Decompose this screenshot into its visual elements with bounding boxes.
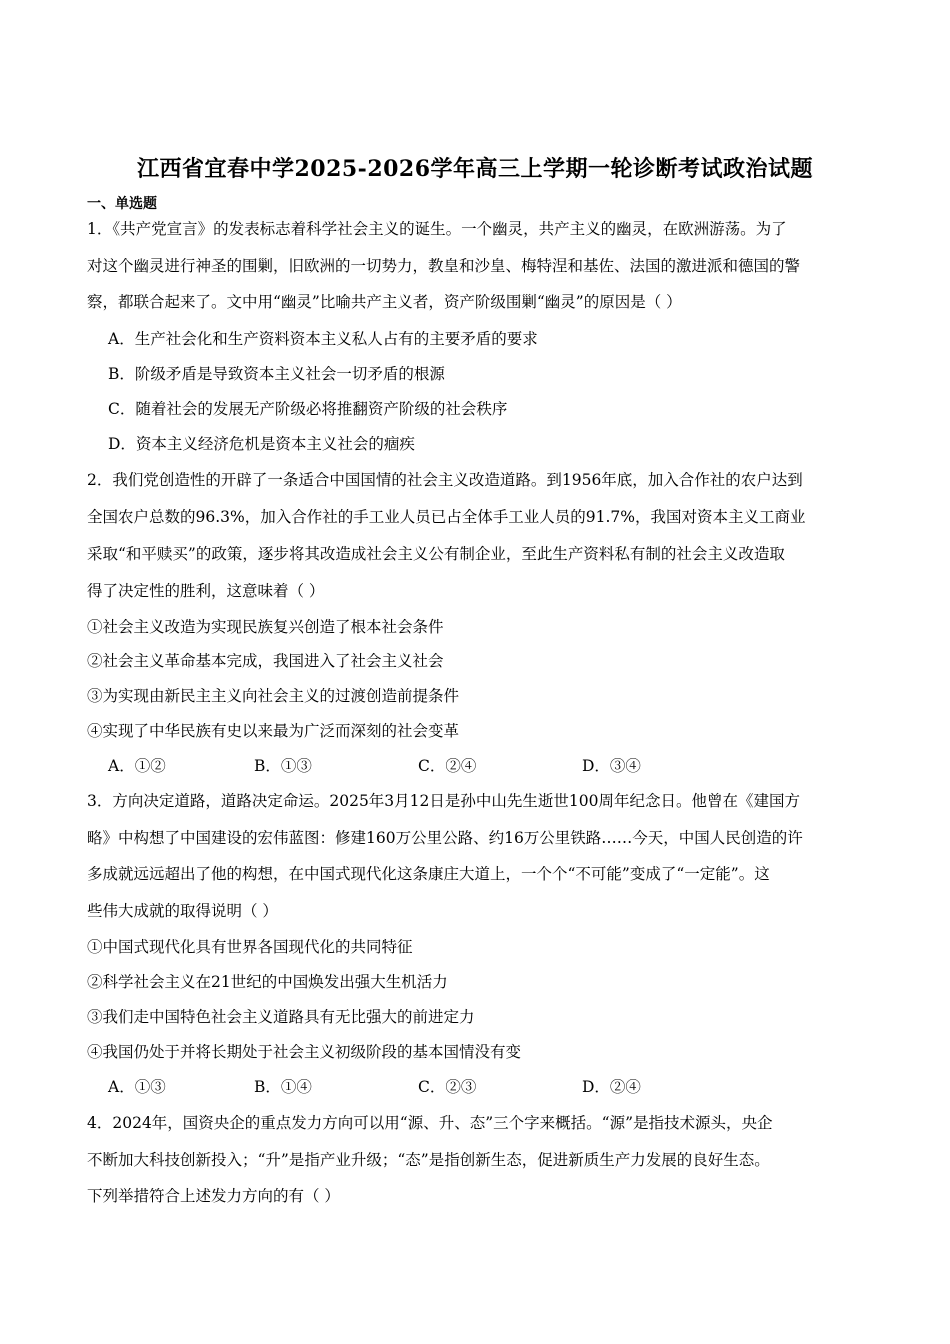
q1-stem-line-3: 察，都联合起来了。文中用“幽灵”比喻共产主义者，资产阶级围剿“幽灵”的原因是（ ） [87,293,682,311]
q2-choice-d: D．③④ [582,757,641,775]
q3-item-4: ④我国仍处于并将长期处于社会主义初级阶段的基本国情没有变 [87,1043,522,1061]
q1-option-c: C．随着社会的发展无产阶级必将推翻资产阶级的社会秩序 [108,400,508,418]
q3-stem-line-2: 略》中构想了中国建设的宏伟蓝图：修建160万公里公路、约16万公里铁路……今天，中国人民创造的许 [87,829,803,847]
q3-item-2: ②科学社会主义在21世纪的中国焕发出强大生机活力 [87,973,448,991]
q2-item-4: ④实现了中华民族有史以来最为广泛而深刻的社会变革 [87,722,460,740]
q3-choice-d: D．②④ [582,1078,641,1096]
q1-option-a: A．生产社会化和生产资料资本主义私人占有的主要矛盾的要求 [108,330,538,348]
q2-stem-line-4: 得了决定性的胜利，这意味着（ ） [87,582,325,600]
q2-choice-c: C．②④ [418,757,477,775]
q3-stem-line-3: 多成就远远超出了他的构想，在中国式现代化这条康庄大道上，一个个“不可能”变成了“一定能”。这 [87,865,770,883]
q2-stem-line-3: 采取“和平赎买”的政策，逐步将其改造成社会主义公有制企业，至此生产资料私有制的社会主义改造取 [87,545,785,563]
q1-option-b: B．阶级矛盾是导致资本主义社会一切矛盾的根源 [108,365,445,383]
q1-option-d: D．资本主义经济危机是资本主义社会的痼疾 [108,435,415,453]
q4-stem-line-3: 下列举措符合上述发力方向的有（ ） [87,1187,340,1205]
section-heading: 一、单选题 [87,196,157,212]
q2-item-2: ②社会主义革命基本完成，我国进入了社会主义社会 [87,652,444,670]
exam-title: 江西省宜春中学2025-2026学年高三上学期一轮诊断考试政治试题 [136,156,814,182]
q2-choice-a: A．①② [108,757,166,775]
q2-stem-line-2: 全国农户总数的96.3%，加入合作社的手工业人员已占全体手工业人员的91.7%，我国对资本主义工商业 [87,508,806,526]
q2-stem-line-1: 2．我们党创造性的开辟了一条适合中国国情的社会主义改造道路。到1956年底，加入合作社的农户达到 [87,471,803,489]
q3-item-3: ③我们走中国特色社会主义道路具有无比强大的前进定力 [87,1008,475,1026]
q3-choice-b: B．①④ [254,1078,312,1096]
q2-choice-b: B．①③ [254,757,312,775]
q3-choice-a: A．①③ [108,1078,166,1096]
q3-stem-line-4: 些伟大成就的取得说明（ ） [87,902,278,920]
q1-stem-line-2: 对这个幽灵进行神圣的围剿，旧欧洲的一切势力，教皇和沙皇、梅特涅和基佐、法国的激进派和德国的警 [87,257,801,275]
q3-item-1: ①中国式现代化具有世界各国现代化的共同特征 [87,938,413,956]
q1-stem-line-1: 1．《共产党宣言》的发表标志着科学社会主义的诞生。一个幽灵，共产主义的幽灵，在欧洲游荡。为了 [87,220,787,238]
q4-stem-line-2: 不断加大科技创新投入；“升”是指产业升级；“态”是指创新生态，促进新质生产力发展的良好生态。 [87,1151,770,1169]
q2-item-3: ③为实现由新民主主义向社会主义的过渡创造前提条件 [87,687,460,705]
q3-stem-line-1: 3．方向决定道路，道路决定命运。2025年3月12日是孙中山先生逝世100周年纪念日。他曾在《建国方 [87,792,800,810]
q3-choice-c: C．②③ [418,1078,477,1096]
q2-item-1: ①社会主义改造为实现民族复兴创造了根本社会条件 [87,618,444,636]
q4-stem-line-1: 4．2024年，国资央企的重点发力方向可以用“源、升、态”三个字来概括。“源”是指技术源头，央企 [87,1114,773,1132]
